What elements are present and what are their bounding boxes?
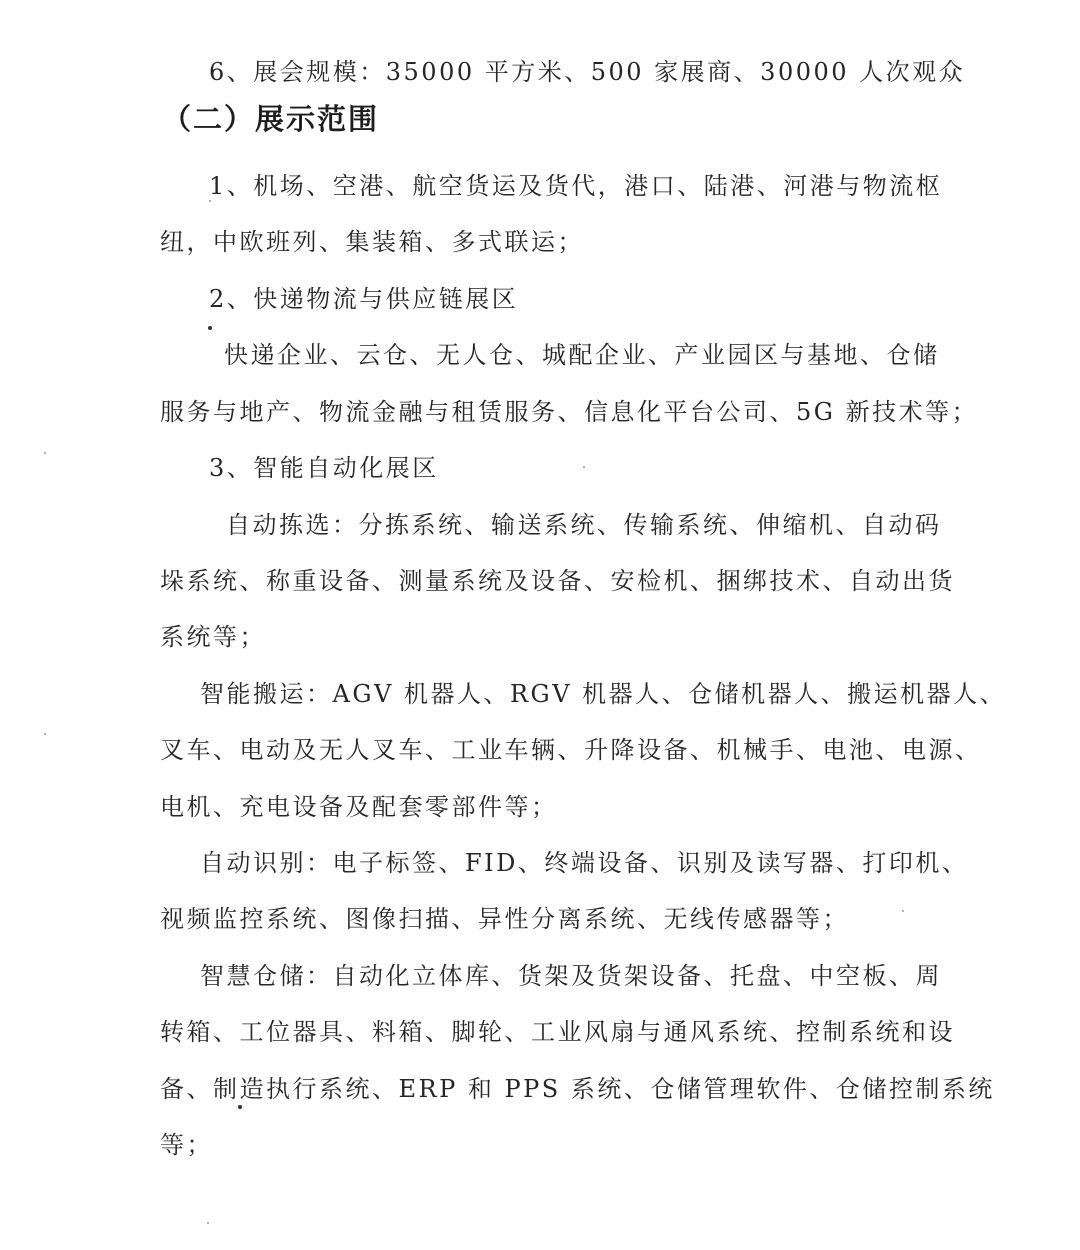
auto-identification-line-1: 自动识别：电子标签、FID、终端设备、识别及读写器、打印机、: [200, 849, 969, 877]
smart-warehousing-line-2: 转箱、工位器具、料箱、脚轮、工业风扇与通风系统、控制系统和设: [160, 1018, 955, 1046]
smart-warehousing-line-4: 等；: [160, 1131, 213, 1159]
scan-speck: [44, 733, 46, 735]
exhibition-scale-line: 6、展会规模：35000 平方米、500 家展商、30000 人次观众: [209, 58, 966, 86]
item-2-line-1: 快递企业、云仓、无人仓、城配企业、产业园区与基地、仓储: [224, 341, 940, 369]
scan-speck: [238, 1105, 242, 1109]
scan-speck: [44, 452, 46, 454]
item-1-line-2: 纽，中欧班列、集装箱、多式联运；: [160, 228, 584, 256]
scan-speck: [208, 326, 212, 330]
smart-warehousing-line-3: 备、制造执行系统、ERP 和 PPS 系统、仓储管理软件、仓储控制系统: [160, 1075, 995, 1103]
smart-handling-line-3: 电机、充电设备及配套零部件等；: [160, 793, 558, 821]
smart-warehousing-line-1: 智慧仓储：自动化立体库、货架及货架设备、托盘、中空板、周: [200, 962, 942, 990]
scan-speck: [583, 466, 585, 468]
scan-speck: [207, 1222, 209, 1224]
section-heading-exhibit-scope: （二）展示范围: [162, 102, 380, 136]
smart-handling-line-2: 叉车、电动及无人叉车、工业车辆、升降设备、机械手、电池、电源、: [160, 736, 982, 764]
item-2-title: 2、快递物流与供应链展区: [209, 285, 519, 313]
item-3-title: 3、智能自动化展区: [209, 454, 439, 482]
item-1-line-1: 1、机场、空港、航空货运及货代，港口、陆港、河港与物流枢: [209, 172, 943, 200]
auto-sorting-line-2: 垛系统、称重设备、测量系统及设备、安检机、捆绑技术、自动出货: [160, 567, 955, 595]
auto-identification-line-2: 视频监控系统、图像扫描、异性分离系统、无线传感器等；: [160, 905, 849, 933]
auto-sorting-line-3: 系统等；: [160, 623, 266, 651]
smart-handling-line-1: 智能搬运：AGV 机器人、RGV 机器人、仓储机器人、搬运机器人、: [200, 680, 1007, 708]
auto-sorting-line-1: 自动拣选：分拣系统、输送系统、传输系统、伸缩机、自动码: [226, 511, 942, 539]
scan-speck: [209, 200, 211, 202]
item-2-line-2: 服务与地产、物流金融与租赁服务、信息化平台公司、5G 新技术等；: [160, 398, 979, 426]
scan-speck: [902, 910, 904, 912]
